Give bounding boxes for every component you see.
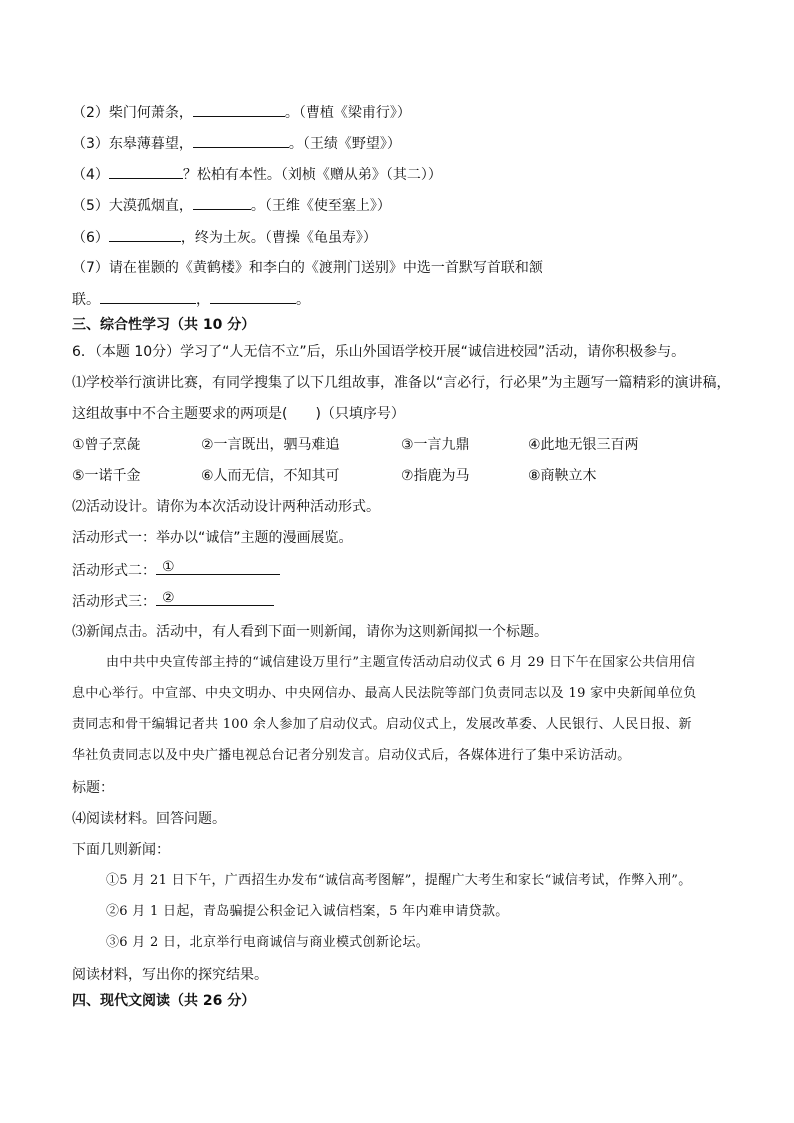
- answer-blank[interactable]: [109, 227, 181, 242]
- poem-q7-mid: ，: [196, 292, 210, 308]
- option-6: ⑥人而无信，不知其可: [201, 468, 340, 484]
- poem-q6-suffix: ，终为土灰。（曹操《龟虽寿》）: [180, 230, 377, 246]
- answer-blank[interactable]: [193, 133, 289, 148]
- section4-heading: 四、现代文阅读（共 26 分）: [72, 993, 256, 1009]
- poem-q2: [72, 102, 411, 123]
- option-2: ②一言既出，驷马难追: [201, 437, 340, 453]
- q6-intro: 6．（本题 10分）学习了“人无信不立”后，乐山外国语学校开展“诚信进校园”活动，请你积极参与。: [72, 344, 686, 360]
- poem-q3-suffix: 。（王绩《野望》）: [288, 136, 401, 152]
- p1-line2: 这组故事中不合主题要求的两项是( )（只填序号）: [72, 406, 405, 422]
- option-8: ⑧商鞅立木: [528, 468, 597, 484]
- p4-task: 阅读材料，写出你的探究结果。: [72, 967, 268, 983]
- poem-q2-prefix: （2）柴门何萧条，: [72, 105, 193, 121]
- answer-blank[interactable]: [193, 195, 251, 210]
- poem-q6: [72, 227, 377, 248]
- poem-q7-suffix: 。: [296, 292, 310, 308]
- poem-q2-suffix: 。（曹植《梁甫行》）: [284, 105, 411, 121]
- option-1: ①曾子烹彘: [72, 437, 141, 453]
- poem-q4-prefix: （4）: [72, 167, 109, 183]
- p2-text: ⑵活动设计。请你为本次活动设计两种活动形式。: [72, 499, 380, 515]
- answer-blank[interactable]: [100, 289, 196, 304]
- activity-form-3-blank[interactable]: [156, 591, 274, 606]
- poem-q5: [72, 195, 391, 216]
- p1-line1: ⑴学校举行演讲比赛，有同学搜集了以下几组故事，准备以“言必行，行必果”为主题写一篇精彩的演讲稿，: [72, 375, 731, 391]
- p3-text: ⑶新闻点击。活动中，有人看到下面一则新闻，请你为这则新闻拟一个标题。: [72, 624, 548, 640]
- news-line-3: 责同志和骨干编辑记者共 100 余人参加了启动仪式。启动仪式上，发展改革委、人民银行、人民日报、新: [72, 717, 692, 732]
- option-4: ④此地无银三百两: [528, 437, 639, 453]
- news-line-2: 息中心举行。中宣部、中央文明办、中央网信办、最高人民法院等部门负责同志以及 19 家中央新闻单位负: [72, 686, 697, 701]
- option-7: ⑦指鹿为马: [401, 468, 470, 484]
- news-item-2: ②6 月 1 日起，青岛骗提公积金记入诚信档案，5 年内难申请贷款。: [106, 904, 509, 919]
- option-3: ③一言九鼎: [401, 437, 470, 453]
- activity-form-3-label: 活动形式三：: [72, 594, 156, 610]
- activity-form-2: [72, 560, 280, 581]
- news-item-1: ①5 月 21 日下午，广西招生办发布“诚信高考图解”，提醒广大考生和家长“诚信考试，作弊入刑”。: [106, 873, 692, 888]
- title-label: 标题：: [72, 780, 114, 796]
- activity-form-1: 活动形式一：举办以“诚信”主题的漫画展览。: [72, 530, 353, 546]
- news-line-1: 由中共中央宣传部主持的“诚信建设万里行”主题宣传活动启动仪式 6 月 29 日下午在国家公共信用信: [106, 655, 696, 670]
- answer-blank[interactable]: [210, 289, 296, 304]
- poem-q7-line1: （7）请在崔颢的《黄鹤楼》和李白的《渡荆门送别》中选一首默写首联和颔: [72, 260, 543, 276]
- poem-q3: [72, 133, 401, 154]
- answer-blank[interactable]: [193, 102, 285, 117]
- activity-form-3: [72, 591, 274, 612]
- activity-form-2-label: 活动形式二：: [72, 563, 156, 579]
- p4-text: ⑷阅读材料。回答问题。: [72, 811, 226, 827]
- answer-blank[interactable]: [109, 164, 183, 179]
- news-line-4: 华社负责同志以及中央广播电视总台记者分别发言。启动仪式后，各媒体进行了集中采访活动。: [72, 748, 631, 763]
- p4-intro: 下面几则新闻：: [72, 842, 170, 858]
- poem-q4: [72, 164, 442, 185]
- option-5: ⑤一诺千金: [72, 468, 141, 484]
- poem-q4-suffix: ？松柏有本性。（刘桢《赠从弟》（其二））: [182, 167, 442, 183]
- poem-q5-prefix: （5）大漠孤烟直，: [72, 198, 193, 214]
- section3-heading: 三、综合性学习（共 10 分）: [72, 317, 256, 333]
- poem-q3-prefix: （3）东皋薄暮望，: [72, 136, 193, 152]
- poem-q7-line2: [72, 289, 310, 310]
- poem-q6-prefix: （6）: [72, 230, 109, 246]
- activity-form-2-mark: ①: [162, 559, 175, 575]
- poem-q7-prefix: 联。: [72, 292, 100, 308]
- activity-form-3-mark: ②: [162, 590, 175, 606]
- news-item-3: ③6 月 2 日，北京举行电商诚信与商业模式创新论坛。: [106, 935, 430, 950]
- poem-q5-suffix: 。（王维《使至塞上》）: [250, 198, 391, 214]
- activity-form-2-blank[interactable]: [156, 560, 280, 575]
